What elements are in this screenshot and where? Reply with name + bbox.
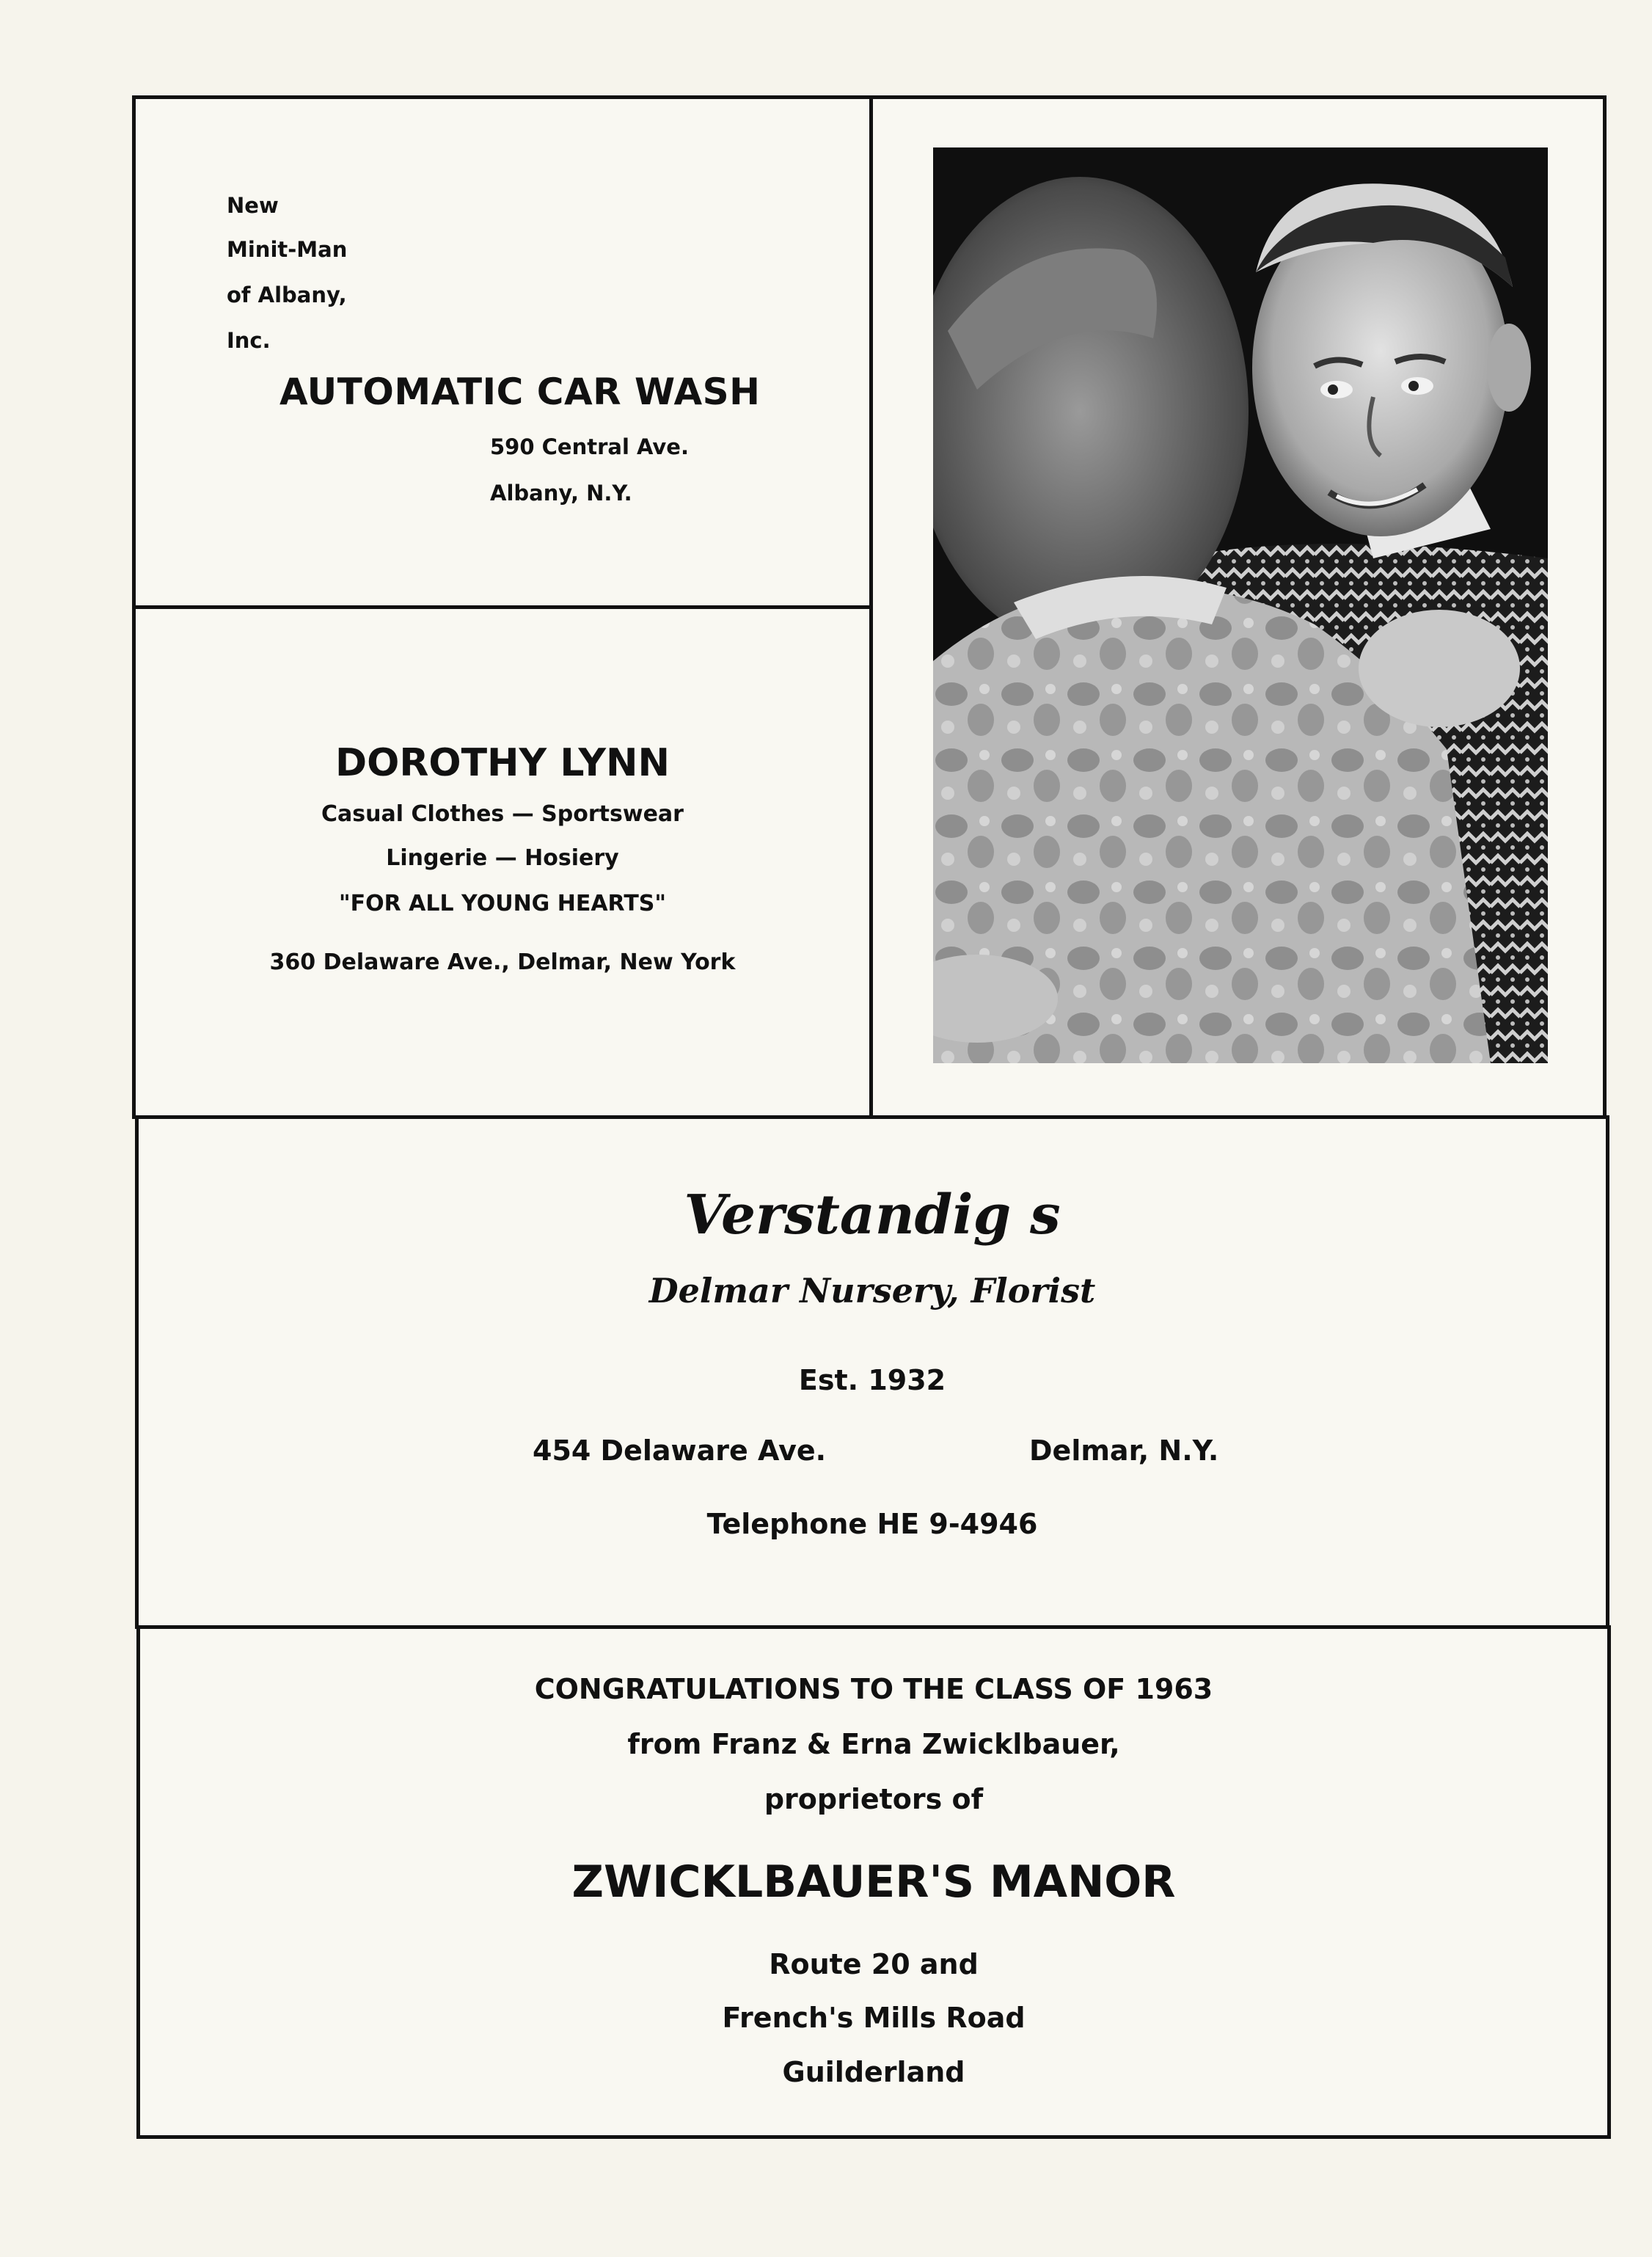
ad-dorothy-lynn (132, 605, 873, 1119)
minit-line-4: Inc. (227, 328, 271, 353)
verstandig-subtitle: Delmar Nursery, Florist (648, 1271, 1096, 1310)
minit-line-1: New (227, 193, 279, 218)
dancing-couple-photo (933, 147, 1548, 1063)
photo-illustration (933, 147, 1548, 1063)
zwick-line-3: proprietors of (764, 1783, 984, 1815)
photo-frame (869, 95, 1607, 1119)
verstandig-phone: Telephone HE 9-4946 (706, 1508, 1038, 1540)
lynn-line-1: Casual Clothes — Sportswear (321, 801, 684, 827)
lynn-line-2: Lingerie — Hosiery (386, 845, 619, 871)
minit-headline: AUTOMATIC CAR WASH (279, 371, 761, 413)
minit-address-1: 590 Central Ave. (490, 434, 689, 459)
zwick-address-2: French's Mills Road (722, 2002, 1026, 2034)
verstandig-street: 454 Delaware Ave. (533, 1434, 827, 1467)
minit-address-2: Albany, N.Y. (490, 481, 632, 506)
zwick-line-2: from Franz & Erna Zwicklbauer, (627, 1728, 1120, 1760)
verstandig-title: Verstandig s (684, 1184, 1061, 1247)
verstandig-est: Est. 1932 (798, 1364, 946, 1396)
minit-line-2: Minit-Man (227, 237, 348, 262)
lynn-address: 360 Delaware Ave., Delmar, New York (269, 949, 736, 975)
minit-line-3: of Albany, (227, 282, 347, 307)
ad-verstandig (135, 1115, 1609, 1629)
lynn-line-3: "FOR ALL YOUNG HEARTS" (338, 891, 667, 916)
verstandig-city: Delmar, N.Y. (1029, 1434, 1219, 1467)
zwick-address-3: Guilderland (782, 2056, 965, 2088)
lynn-headline: DOROTHY LYNN (335, 741, 670, 785)
zwick-address-1: Route 20 and (769, 1948, 979, 1980)
zwick-headline: ZWICKLBAUER'S MANOR (571, 1856, 1176, 1908)
zwick-line-1: CONGRATULATIONS TO THE CLASS OF 1963 (534, 1673, 1213, 1705)
ad-minit-man (132, 95, 873, 609)
ad-zwicklbauer (136, 1625, 1611, 2139)
